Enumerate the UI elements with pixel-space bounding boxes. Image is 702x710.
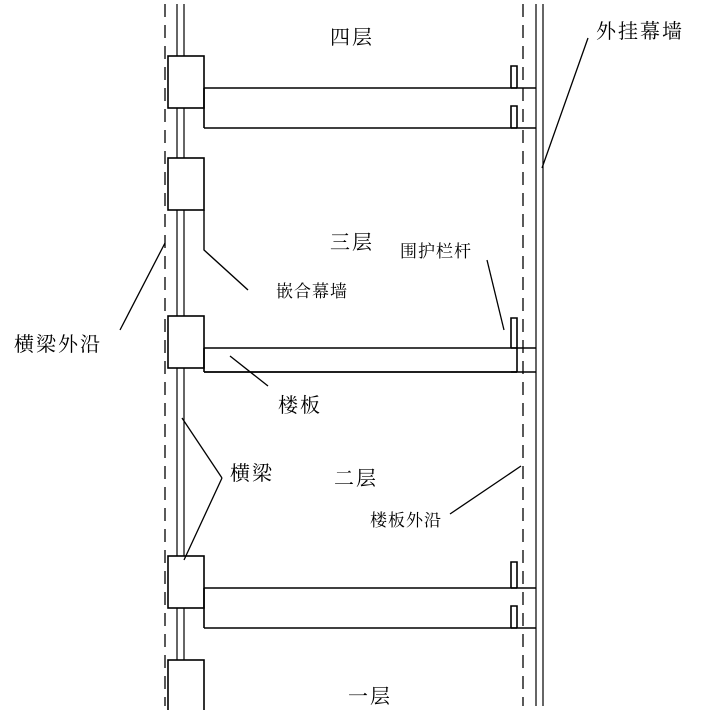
beam-block-floor1-upper	[168, 556, 204, 608]
leader-beam	[184, 478, 222, 560]
annotation-outer-curtain-wall: 外挂幕墙	[596, 21, 684, 43]
beam-block-bottom	[168, 660, 204, 710]
leader-beam-outer-edge	[120, 243, 165, 330]
leader-beam-2	[182, 418, 222, 478]
leader-railing	[487, 260, 504, 330]
railing-upstand-1	[511, 562, 517, 588]
annotation-slab-outer-edge: 楼板外沿	[370, 511, 442, 530]
annotation-railing: 围护栏杆	[400, 242, 472, 261]
beam-block-top	[168, 56, 204, 108]
leader-slab-outer-edge	[450, 466, 521, 514]
annotation-embedded-curtain-wall: 嵌合幕墙	[276, 282, 348, 301]
embedded-curtain-wall-line	[204, 210, 248, 290]
annotation-floor-slab: 楼板	[278, 395, 322, 417]
railing-upstand-1-lower	[511, 606, 517, 628]
railing-upstand-4	[511, 66, 517, 88]
annotation-beam: 横梁	[230, 463, 274, 485]
leader-outer-curtain-wall	[542, 38, 588, 168]
railing-upstand-4-lower	[511, 106, 517, 128]
floor-label-3: 三层	[330, 232, 374, 254]
beam-block-floor3	[168, 158, 204, 210]
floor-label-1: 一层	[348, 686, 392, 708]
railing-upstand-3	[511, 318, 517, 348]
annotation-beam-outer-edge: 横梁外沿	[14, 334, 102, 356]
floor-label-2: 二层	[334, 468, 378, 490]
floor-label-4: 四层	[330, 27, 374, 49]
beam-block-floor2-upper	[168, 316, 204, 368]
leader-floor-slab	[230, 356, 268, 386]
